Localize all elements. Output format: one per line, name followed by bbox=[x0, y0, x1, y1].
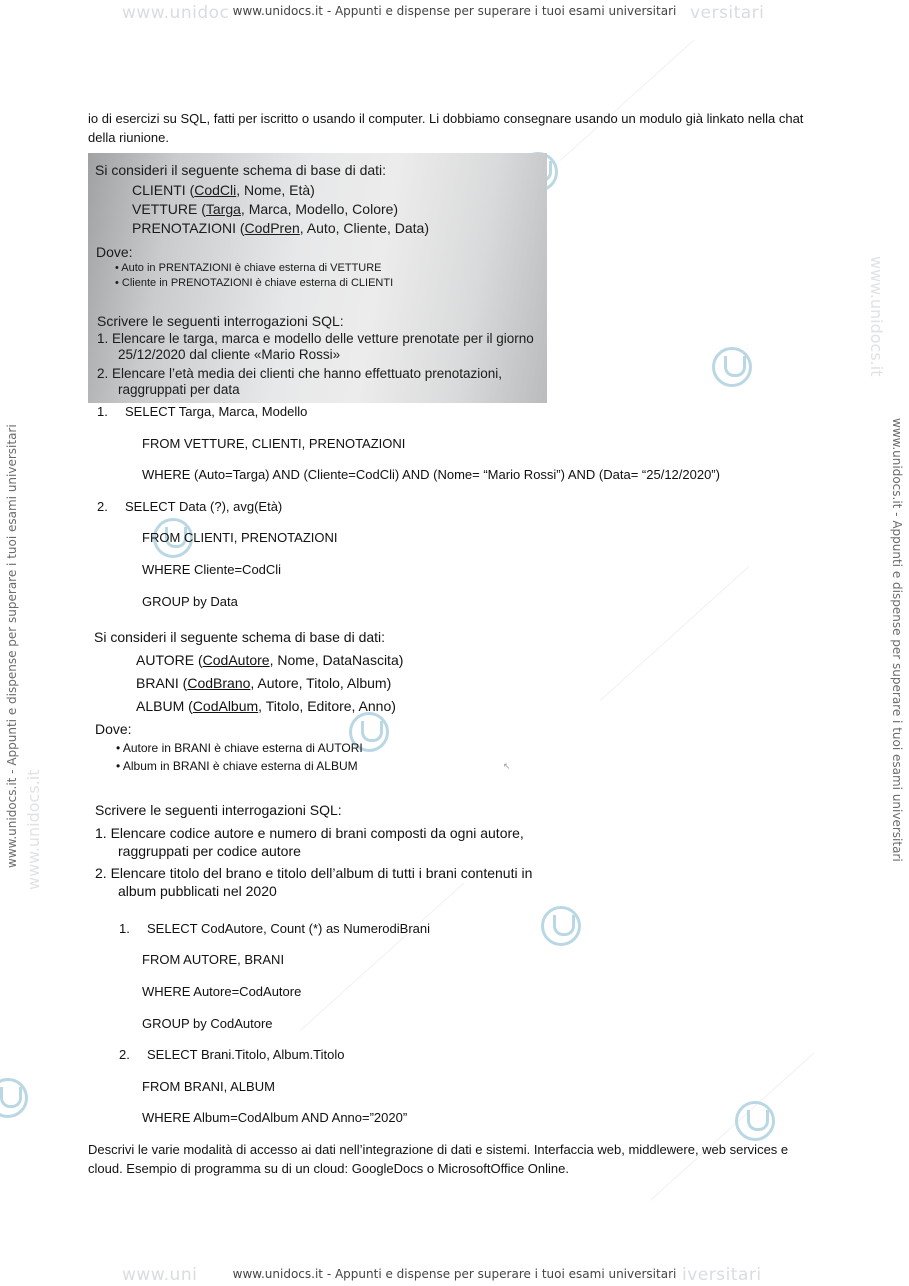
watermark-side-right: www.unidocs.it - Appunti e dispense per superare i tuoi esami universitari bbox=[890, 418, 904, 862]
schema2-q1-line1: 1. Elencare codice autore e numero di brani composti da ogni autore, bbox=[95, 825, 524, 841]
schema2-fk1: • Autore in BRANI è chiave esterna di AUTORI bbox=[116, 741, 363, 755]
answer-where: WHERE Autore=CodAutore bbox=[142, 984, 302, 999]
photo-table-prenotazioni: PRENOTAZIONI (CodPren, Auto, Cliente, Data) bbox=[132, 220, 429, 236]
photo-heading: Si consideri il seguente schema di base di dati: bbox=[95, 162, 387, 178]
answer-from: FROM CLIENTI, PRENOTAZIONI bbox=[142, 530, 338, 545]
answer-from: FROM AUTORE, BRANI bbox=[142, 952, 285, 967]
photo-dove: Dove: bbox=[96, 244, 133, 260]
answer-number: 2. bbox=[97, 499, 108, 514]
schema2-q2-line2: album pubblicati nel 2020 bbox=[118, 883, 277, 899]
schema2-table-album: ALBUM (CodAlbum, Titolo, Editore, Anno) bbox=[136, 698, 396, 714]
photo-task: Scrivere le seguenti interrogazioni SQL: bbox=[97, 313, 344, 329]
watermark-side-left: www.unidocs.it - Appunti e dispense per superare i tuoi esami universitari bbox=[5, 424, 19, 868]
schema2-q1-line2: raggruppati per codice autore bbox=[118, 843, 301, 859]
watermark-line bbox=[600, 566, 749, 701]
exercise-photo bbox=[88, 153, 547, 403]
answer-where: WHERE (Auto=Targa) AND (Cliente=CodCli) AND (Nome= “Mario Rossi”) AND (Data= “25/12/2020”) bbox=[142, 467, 720, 482]
ghost-watermark-side: www.unidocs.it bbox=[24, 769, 43, 890]
mouse-cursor-icon: ↖ bbox=[503, 761, 511, 771]
watermark-line bbox=[650, 1053, 814, 1201]
photo-table-vetture: VETTURE (Targa, Marca, Modello, Colore) bbox=[132, 201, 399, 217]
schema2-table-brani: BRANI (CodBrano, Autore, Titolo, Album) bbox=[136, 675, 392, 691]
photo-table-clienti: CLIENTI (CodCli, Nome, Età) bbox=[132, 182, 315, 198]
schema2-table-autore: AUTORE (CodAutore, Nome, DataNascita) bbox=[136, 652, 404, 668]
ghost-watermark: www.uni bbox=[122, 1265, 198, 1285]
answer-select: SELECT Brani.Titolo, Album.Titolo bbox=[147, 1047, 345, 1062]
answer-where: WHERE Album=CodAlbum AND Anno=”2020” bbox=[142, 1110, 408, 1125]
ghost-watermark: www.unidoc bbox=[122, 3, 230, 23]
photo-fk1: • Auto in PRENTAZIONI è chiave esterna di VETTURE bbox=[115, 262, 382, 274]
answer-select: SELECT CodAutore, Count (*) as NumerodiBrani bbox=[147, 921, 430, 936]
unidocs-logo-icon bbox=[0, 1078, 28, 1118]
unidocs-logo-icon bbox=[735, 1101, 775, 1141]
answer-from: FROM VETTURE, CLIENTI, PRENOTAZIONI bbox=[142, 436, 406, 451]
schema2-q2-line1: 2. Elencare titolo del brano e titolo dell’album di tutti i brani contenuti in bbox=[95, 865, 533, 881]
answer-select: SELECT Data (?), avg(Età) bbox=[125, 499, 283, 514]
schema2-dove: Dove: bbox=[95, 721, 132, 737]
ghost-watermark-side: www.unidocs.it bbox=[867, 256, 886, 377]
schema2-heading: Si consideri il seguente schema di base di dati: bbox=[94, 629, 386, 645]
answer-number: 2. bbox=[119, 1047, 130, 1062]
photo-q1-line2: 25/12/2020 dal cliente «Mario Rossi» bbox=[118, 347, 341, 362]
watermark-line bbox=[300, 883, 464, 1031]
answer-group: GROUP by CodAutore bbox=[142, 1016, 273, 1031]
answer-number: 1. bbox=[119, 921, 130, 936]
schema2-task: Scrivere le seguenti interrogazioni SQL: bbox=[95, 802, 342, 818]
closing-paragraph: Descrivi le varie modalità di accesso ai dati nell’integrazione di dati e sistemi. Interfaccia web, middlewere, web services e cloud. Esempio di programma su di un cloud: GoogleDocs o MicrosoftOffice Online. bbox=[88, 1142, 789, 1176]
ghost-watermark: versitari bbox=[690, 3, 765, 23]
photo-q1-line1: 1. Elencare le targa, marca e modello delle vetture prenotate per il giorno bbox=[97, 331, 534, 346]
answer-where: WHERE Cliente=CodCli bbox=[142, 562, 282, 577]
photo-q2-line2: raggruppati per data bbox=[118, 382, 240, 397]
watermark-footer: www.unidocs.it - Appunti e dispense per superare i tuoi esami universitari bbox=[232, 1267, 677, 1281]
watermark-header: www.unidocs.it - Appunti e dispense per superare i tuoi esami universitari bbox=[232, 4, 677, 18]
photo-fk2: • Cliente in PRENOTAZIONI è chiave esterna di CLIENTI bbox=[115, 277, 394, 289]
photo-q2-line1: 2. Elencare l’età media dei clienti che hanno effettuato prenotazioni, bbox=[97, 366, 503, 381]
intro-paragraph: io di esercizi su SQL, fatti per iscritto o usando il computer. Li dobbiamo consegnare usando un modulo già linkato nella chat della riunione. bbox=[88, 111, 804, 145]
answer-number: 1. bbox=[97, 404, 108, 419]
unidocs-logo-icon bbox=[712, 347, 752, 387]
unidocs-logo-icon bbox=[541, 906, 581, 946]
answer-group: GROUP by Data bbox=[142, 594, 238, 609]
ghost-watermark: iversitari bbox=[682, 1265, 762, 1285]
schema2-fk2: • Album in BRANI è chiave esterna di ALBUM bbox=[116, 759, 358, 773]
answer-select: SELECT Targa, Marca, Modello bbox=[125, 404, 308, 419]
answer-from: FROM BRANI, ALBUM bbox=[142, 1079, 275, 1094]
